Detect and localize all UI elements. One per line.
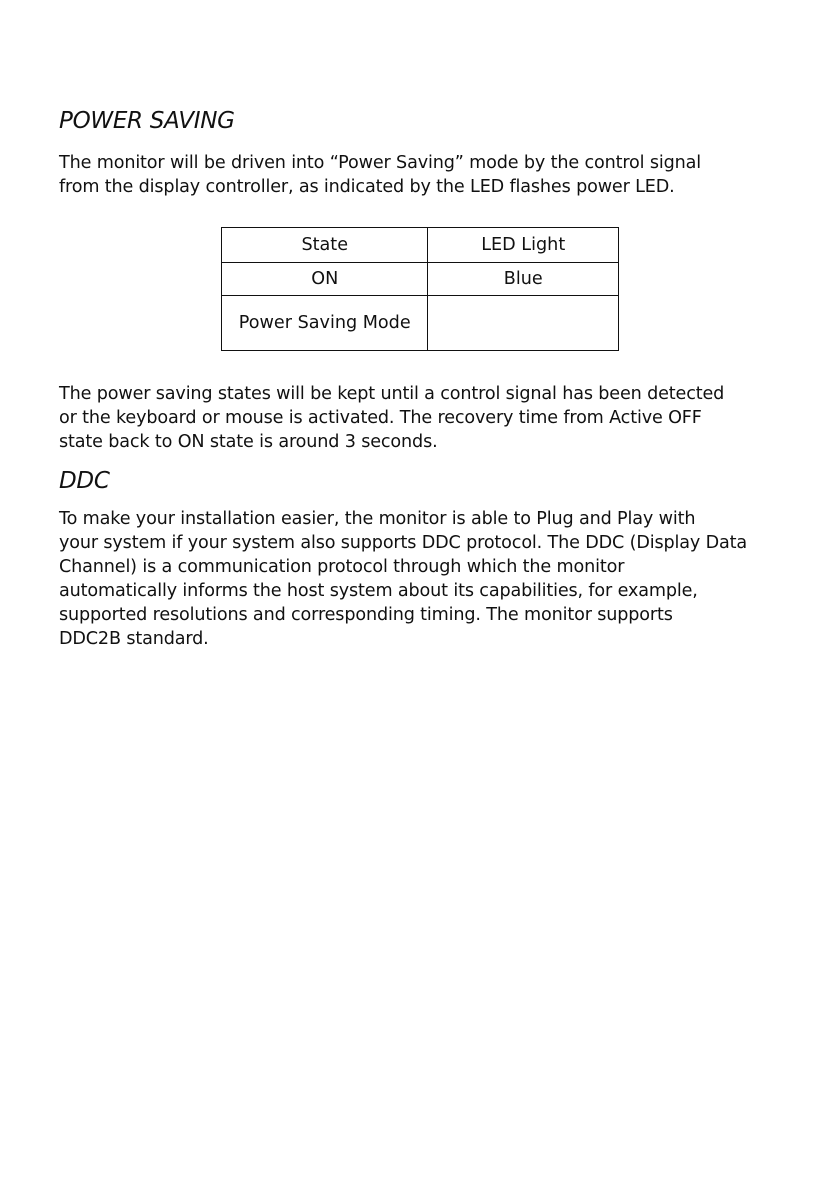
ddc-body-line-4: automatically informs the host system about its capabilities, for example,: [59, 581, 698, 601]
power-saving-followup: [59, 382, 789, 454]
cell-led-blue: Blue: [428, 263, 619, 296]
ddc-body-line-5: supported resolutions and corresponding timing. The monitor supports: [59, 605, 673, 625]
header-led-light: LED Light: [428, 228, 619, 263]
power-saving-followup-line-1: The power saving states will be kept until a control signal has been detected: [59, 384, 725, 404]
ddc-body-line-3: Channel) is a communication protocol through which the monitor: [59, 557, 625, 577]
ddc-body: [59, 507, 789, 651]
power-saving-heading: POWER SAVING: [59, 108, 235, 134]
cell-state-power-saving: Power Saving Mode: [222, 296, 428, 351]
power-saving-intro-line-1: The monitor will be driven into “Power Saving” mode by the control signal: [59, 153, 701, 173]
cell-state-on: ON: [222, 263, 428, 296]
power-saving-intro-line-2: from the display controller, as indicated by the LED flashes power LED.: [59, 177, 675, 197]
cell-led-power-saving: [428, 296, 619, 351]
table-header-row: [222, 228, 619, 263]
power-saving-followup-line-2: or the keyboard or mouse is activated. The recovery time from Active OFF: [59, 408, 702, 428]
ddc-body-line-2: your system if your system also supports DDC protocol. The DDC (Display Data: [59, 533, 748, 553]
ddc-heading: DDC: [59, 468, 110, 494]
power-saving-followup-line-3: state back to ON state is around 3 seconds.: [59, 432, 438, 452]
power-saving-intro: [59, 151, 789, 199]
power-state-table: [221, 227, 619, 351]
ddc-body-line-6: DDC2B standard.: [59, 629, 209, 649]
ddc-body-line-1: To make your installation easier, the monitor is able to Plug and Play with: [59, 509, 696, 529]
table-row: [222, 263, 619, 296]
table-row: [222, 296, 619, 351]
header-state: State: [222, 228, 428, 263]
